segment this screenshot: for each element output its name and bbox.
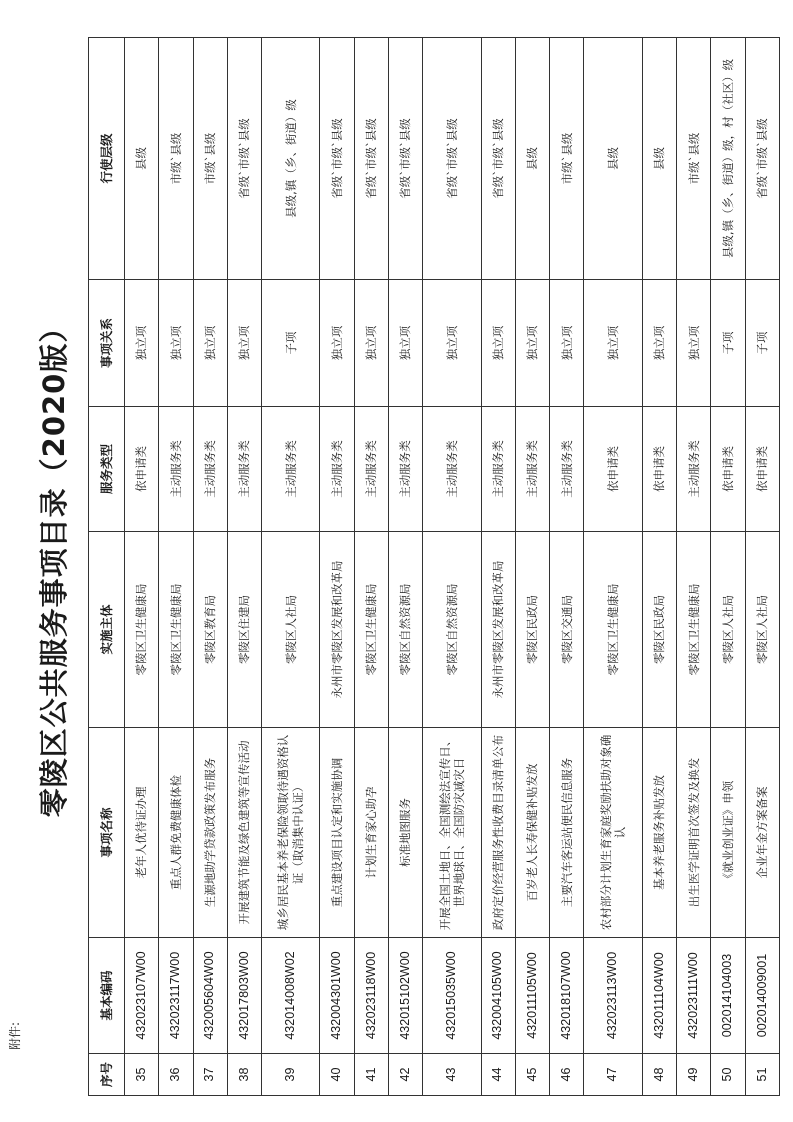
row-code: 432005604W00 (193, 938, 227, 1054)
row-subject: 零陵区人社局 (262, 532, 320, 728)
row-number: 37 (193, 1054, 227, 1096)
row-level: 县级 (515, 38, 549, 280)
row-item-name: 老年人优待证办理 (125, 728, 159, 938)
row-level: 市级`县级 (159, 38, 193, 280)
row-item-name: 《就业创业证》申领 (711, 728, 745, 938)
row-level: 省级`市级`县级 (320, 38, 354, 280)
table-row (711, 38, 745, 1096)
row-item-name: 基本养老服务补贴发放 (642, 728, 676, 938)
table-row (193, 38, 227, 1096)
table-row (159, 38, 193, 1096)
row-service-type: 主动服务类 (515, 407, 549, 532)
row-number: 47 (584, 1054, 642, 1096)
table-row (125, 38, 159, 1096)
row-relation: 独立项 (389, 280, 423, 407)
table-row (584, 38, 642, 1096)
row-relation: 独立项 (193, 280, 227, 407)
row-relation: 独立项 (354, 280, 388, 407)
row-service-type: 主动服务类 (550, 407, 584, 532)
row-relation: 独立项 (677, 280, 711, 407)
row-relation: 独立项 (159, 280, 193, 407)
row-item-name: 重点人群免费健康体检 (159, 728, 193, 938)
row-relation: 独立项 (481, 280, 515, 407)
row-code: 432023113W00 (584, 938, 642, 1054)
row-relation: 独立项 (227, 280, 261, 407)
row-level: 县级,镇（乡、街道）级 (262, 38, 320, 280)
row-subject: 零陵区自然资源局 (423, 532, 481, 728)
row-level: 省级`市级`县级 (481, 38, 515, 280)
service-table-container (88, 38, 780, 1096)
row-number: 46 (550, 1054, 584, 1096)
row-relation: 独立项 (642, 280, 676, 407)
row-code: 002014104003 (711, 938, 745, 1054)
row-item-name: 生源地助学贷款政策发布服务 (193, 728, 227, 938)
row-service-type: 主动服务类 (262, 407, 320, 532)
row-relation: 独立项 (550, 280, 584, 407)
row-level: 县级 (642, 38, 676, 280)
row-level: 县级 (584, 38, 642, 280)
row-number: 38 (227, 1054, 261, 1096)
table-body (125, 38, 780, 1096)
table-row (320, 38, 354, 1096)
row-relation: 独立项 (125, 280, 159, 407)
table-row (354, 38, 388, 1096)
row-service-type: 依申请类 (745, 407, 779, 532)
row-service-type: 依申请类 (711, 407, 745, 532)
row-service-type: 主动服务类 (227, 407, 261, 532)
row-number: 51 (745, 1054, 779, 1096)
row-code: 432023117W00 (159, 938, 193, 1054)
row-service-type: 主动服务类 (354, 407, 388, 532)
row-item-name: 企业年金方案备案 (745, 728, 779, 938)
row-number: 44 (481, 1054, 515, 1096)
row-service-type: 依申请类 (125, 407, 159, 532)
row-number: 48 (642, 1054, 676, 1096)
row-code: 432017803W00 (227, 938, 261, 1054)
row-code: 002014009001 (745, 938, 779, 1054)
row-relation: 子项 (711, 280, 745, 407)
header-subject: 实施主体 (89, 532, 125, 728)
row-level: 省级`市级`县级 (389, 38, 423, 280)
table-row (227, 38, 261, 1096)
row-service-type: 主动服务类 (159, 407, 193, 532)
document-title: 零陵区公共服务事项目录（2020版） (36, 312, 71, 818)
row-item-name: 重点建设项目认定和实施协调 (320, 728, 354, 938)
row-code: 432011105W00 (515, 938, 549, 1054)
row-code: 432004105W00 (481, 938, 515, 1054)
row-subject: 零陵区人社局 (745, 532, 779, 728)
row-number: 43 (423, 1054, 481, 1096)
row-service-type: 主动服务类 (677, 407, 711, 532)
row-level: 省级`市级`县级 (354, 38, 388, 280)
row-number: 45 (515, 1054, 549, 1096)
row-number: 36 (159, 1054, 193, 1096)
row-subject: 零陵区住建局 (227, 532, 261, 728)
row-item-name: 开展全国土地日、全国测绘法宣传日、世界地球日、全国防灾减灾日 (423, 728, 481, 938)
row-level: 市级`县级 (550, 38, 584, 280)
row-item-name: 农村部分计划生育家庭奖励扶助对象确认 (584, 728, 642, 938)
row-code: 432023118W00 (354, 938, 388, 1054)
row-service-type: 主动服务类 (389, 407, 423, 532)
row-relation: 独立项 (423, 280, 481, 407)
table-row (745, 38, 779, 1096)
row-code: 432011104W00 (642, 938, 676, 1054)
row-subject: 零陵区卫生健康局 (354, 532, 388, 728)
row-level: 省级`市级`县级 (227, 38, 261, 280)
row-code: 432015035W00 (423, 938, 481, 1054)
row-service-type: 主动服务类 (320, 407, 354, 532)
row-item-name: 标准地图服务 (389, 728, 423, 938)
row-relation: 子项 (262, 280, 320, 407)
table-row (550, 38, 584, 1096)
row-relation: 子项 (745, 280, 779, 407)
document-title-container (22, 40, 82, 1090)
row-relation: 独立项 (320, 280, 354, 407)
table-row (642, 38, 676, 1096)
table-row (389, 38, 423, 1096)
service-table (88, 37, 780, 1096)
row-subject: 零陵区人社局 (711, 532, 745, 728)
header-name: 事项名称 (89, 728, 125, 938)
row-service-type: 主动服务类 (423, 407, 481, 532)
row-level: 省级`市级`县级 (745, 38, 779, 280)
row-item-name: 出生医学证明首次签发及换发 (677, 728, 711, 938)
row-number: 50 (711, 1054, 745, 1096)
row-code: 432015102W00 (389, 938, 423, 1054)
row-service-type: 依申请类 (642, 407, 676, 532)
row-subject: 零陵区民政局 (642, 532, 676, 728)
row-subject: 零陵区自然资源局 (389, 532, 423, 728)
row-relation: 独立项 (515, 280, 549, 407)
row-code: 432014008W02 (262, 938, 320, 1054)
table-row (481, 38, 515, 1096)
row-subject: 零陵区民政局 (515, 532, 549, 728)
row-level: 县级 (125, 38, 159, 280)
row-service-type: 主动服务类 (193, 407, 227, 532)
row-level: 市级`县级 (677, 38, 711, 280)
row-subject: 零陵区交通局 (550, 532, 584, 728)
table-row (262, 38, 320, 1096)
row-level: 市级`县级 (193, 38, 227, 280)
header-type: 服务类型 (89, 407, 125, 532)
row-code: 432004301W00 (320, 938, 354, 1054)
row-subject: 永州市零陵区发展和改革局 (320, 532, 354, 728)
row-subject: 永州市零陵区发展和改革局 (481, 532, 515, 728)
row-service-type: 主动服务类 (481, 407, 515, 532)
row-code: 432023107W00 (125, 938, 159, 1054)
row-level: 县级,镇（乡、街道）级，村（社区）级 (711, 38, 745, 280)
table-header-row (89, 38, 125, 1096)
row-code: 432018107W00 (550, 938, 584, 1054)
row-number: 40 (320, 1054, 354, 1096)
row-item-name: 百岁老人长寿保健补贴发放 (515, 728, 549, 938)
row-subject: 零陵区卫生健康局 (584, 532, 642, 728)
table-row (677, 38, 711, 1096)
row-subject: 零陵区卫生健康局 (125, 532, 159, 728)
row-subject: 零陵区教育局 (193, 532, 227, 728)
row-number: 41 (354, 1054, 388, 1096)
header-no: 序号 (89, 1054, 125, 1096)
header-relation: 事项关系 (89, 280, 125, 407)
row-item-name: 计划生育家心助孕 (354, 728, 388, 938)
row-item-name: 城乡居民基本养老保险领取待遇资格认证（取消集中认证） (262, 728, 320, 938)
table-row (515, 38, 549, 1096)
row-service-type: 依申请类 (584, 407, 642, 532)
row-subject: 零陵区卫生健康局 (677, 532, 711, 728)
row-number: 35 (125, 1054, 159, 1096)
attachment-label-text: 附件: (8, 1021, 22, 1050)
row-number: 42 (389, 1054, 423, 1096)
header-code: 基本编码 (89, 938, 125, 1054)
row-code: 432023111W00 (677, 938, 711, 1054)
service-table-rotated (88, 38, 780, 1096)
row-item-name: 开展建筑节能及绿色建筑等宣传活动 (227, 728, 261, 938)
table-row (423, 38, 481, 1096)
row-number: 49 (677, 1054, 711, 1096)
row-level: 省级`市级`县级 (423, 38, 481, 280)
row-subject: 零陵区卫生健康局 (159, 532, 193, 728)
row-relation: 独立项 (584, 280, 642, 407)
row-number: 39 (262, 1054, 320, 1096)
header-level: 行使层级 (89, 38, 125, 280)
row-item-name: 政府定价经营服务性收费目录清单公布 (481, 728, 515, 938)
row-item-name: 主要汽车客运站便民信息服务 (550, 728, 584, 938)
